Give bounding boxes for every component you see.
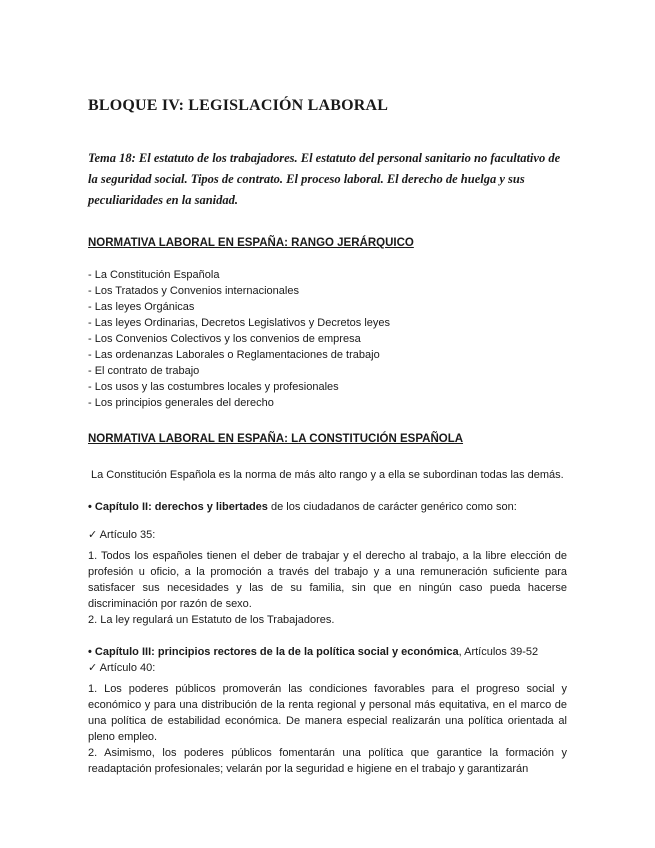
page-title: BLOQUE IV: LEGISLACIÓN LABORAL [88, 97, 389, 114]
tema-heading: Tema 18: El estatuto de los trabajadores. El estatuto del personal sanitario no facultativo de la seguridad social. Tipos de contrato. El proceso laboral. El derecho de huelga y sus peculiaridades en la sanidad. [88, 151, 561, 207]
list-item: - El contrato de trabajo [88, 365, 200, 377]
capitulo-3-rest-text: , Artículos 39-52 [458, 646, 539, 658]
articulo-35-paragraph-2: 2. La ley regulará un Estatuto de los Trabajadores. [88, 614, 335, 626]
capitulo-3-bold-label: • Capítulo III: principios rectores de la de la política social y económica [88, 646, 459, 658]
list-item: - Los usos y las costumbres locales y profesionales [88, 381, 339, 393]
capitulo-3-line [88, 644, 567, 660]
hierarchy-list [88, 267, 567, 411]
section-heading-constitucion: NORMATIVA LABORAL EN ESPAÑA: LA CONSTITUCIÓN ESPAÑOLA [88, 433, 464, 445]
section-heading-rango: NORMATIVA LABORAL EN ESPAÑA: RANGO JERÁRQUICO [88, 237, 414, 249]
articulo-35-paragraph-1: 1. Todos los españoles tienen el deber de trabajar y el derecho al trabajo, a la libre elección de profesión u oficio, a la promoción a través del trabajo y a una remuneración suficiente para satisfacer sus necesidades y las de su familia, sin que en ningún caso pueda hacerse discriminación por razón de sexo. [88, 550, 567, 610]
list-item: - Las leyes Ordinarias, Decretos Legislativos y Decretos leyes [88, 317, 391, 329]
list-item: - Los Convenios Colectivos y los convenios de empresa [88, 333, 361, 345]
capitulo-2-bold-label: • Capítulo II: derechos y libertades [88, 501, 268, 513]
articulo-40-paragraph-2: 2. Asimismo, los poderes públicos fomentarán una política que garantice la formación y readaptación profesionales; velarán por la seguridad e higiene en el trabajo y garantizarán [88, 747, 567, 775]
articulo-40-paragraph-1: 1. Los poderes públicos promoverán las condiciones favorables para el progreso social y económico y para una distribución de la renta regional y personal más equitativa, en el marco de una política de estabilidad económica. De manera especial realizarán una política orientada al pleno empleo. [88, 683, 567, 743]
list-item: - Las leyes Orgánicas [88, 301, 195, 313]
articulo-40-label: ✓ Artículo 40: [88, 662, 156, 674]
capitulo-2-rest-text: de los ciudadanos de carácter genérico como son: [267, 501, 517, 513]
list-item: - Los principios generales del derecho [88, 397, 274, 409]
list-item: - Las ordenanzas Laborales o Reglamentaciones de trabajo [88, 349, 380, 361]
articulo-35-label: ✓ Artículo 35: [88, 529, 156, 541]
list-item: - Los Tratados y Convenios internacionales [88, 285, 299, 297]
intro-paragraph: La Constitución Española es la norma de más alto rango y a ella se subordinan todas las demás. [91, 469, 564, 481]
list-item: - La Constitución Española [88, 269, 220, 281]
capitulo-2-line [88, 499, 567, 515]
